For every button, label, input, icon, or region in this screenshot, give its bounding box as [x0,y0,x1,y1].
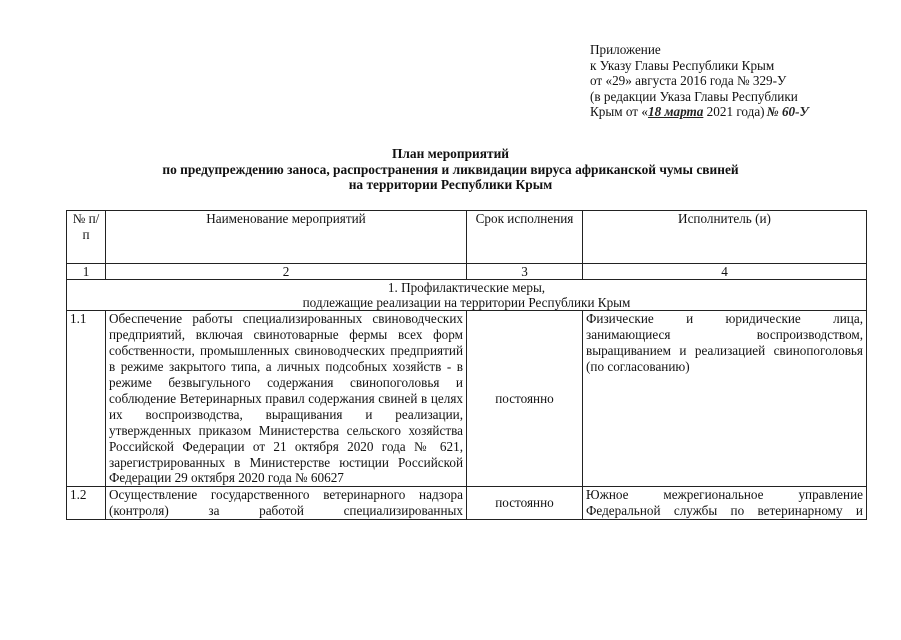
appendix-line-4: (в редакции Указа Главы Республики [590,88,798,104]
document-title [0,146,901,193]
col-number-2: 2 [106,264,467,280]
title-line-3: на территории Республики Крым [348,177,553,193]
handwritten-date: 18 марта [647,104,704,120]
table-row [67,311,867,487]
row-executor: Физические и юридические лица, занимающиеся воспроизводством, выращиванием и реализацией свинопоголовья (по согласованию) [583,311,867,487]
row-executor: Южное межрегиональное управление Федеральной службы по ветеринарному и [583,487,867,520]
row-measure: Осуществление государственного ветеринарного надзора (контроля) за работой специализированных [106,487,467,520]
appendix-line-5 [590,104,809,120]
appendix-line-1: Приложение [590,42,661,57]
title-line-2: по предупреждению заноса, распространения и ликвидации вируса африканской чумы свиней [162,161,739,177]
plan-table [66,210,867,520]
row-number: 1.2 [67,487,106,520]
appendix-block [590,42,809,120]
header-num: № п/п [67,211,106,264]
header-executor: Исполнитель (и) [583,211,867,264]
table-header-row [67,211,867,264]
section-heading-line-1: 1. Профилактические меры, [387,280,546,295]
section-heading [67,280,867,311]
row-deadline: постоянно [467,487,583,520]
appendix-line-5-prefix: Крым от « [590,104,648,120]
appendix-line-5-suffix: 2021 года) [703,104,765,120]
col-number-4: 4 [583,264,867,280]
section-heading-line-2: подлежащие реализации на территории Республики Крым [302,295,631,311]
header-name: Наименование мероприятий [106,211,467,264]
row-deadline: постоянно [467,311,583,487]
row-measure: Обеспечение работы специализированных свиноводческих предприятий, включая свинотоварные фермы всех форм собственности, промышленных свиноводческих предприятий в режиме закрытого типа, а личных подсобных хозяйств - в режиме безвыгульного содержания свинопоголовья и соблюдение Ветеринарных правил содержания свиней в целях их воспроизводства, выращивания и реализации, утвержденных приказом Министерства сельского хозяйства Российской Федерации от 21 октября 2020 года № 621, зарегистрированных в Министерстве юстиции Российской Федерации 29 октября 2020 года № 60627 [106,311,467,487]
column-numbers-row [67,264,867,280]
title-line-1: План мероприятий [391,146,510,161]
header-deadline: Срок исполнения [467,211,583,264]
section-heading-row [67,280,867,311]
row-number: 1.1 [67,311,106,487]
table-row [67,487,867,520]
col-number-3: 3 [467,264,583,280]
appendix-line-2: к Указу Главы Республики Крым [590,57,775,73]
appendix-line-3: от «29» августа 2016 года № 329-У [590,73,787,89]
handwritten-number: № 60-У [766,104,809,120]
col-number-1: 1 [67,264,106,280]
